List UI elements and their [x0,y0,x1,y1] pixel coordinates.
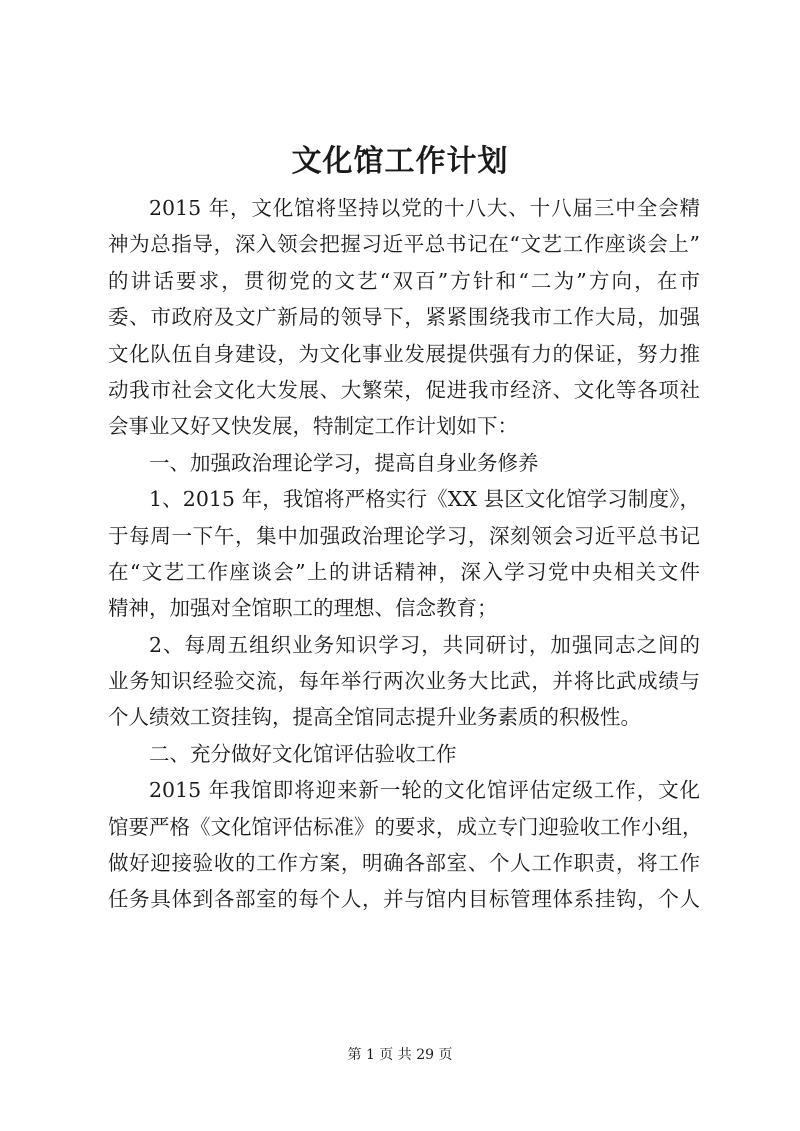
paragraph-line: 文化队伍自身建设，为文化事业发展提供强有力的保证，努力推 [108,341,700,366]
paragraph-line: 2、每周五组织业务知识学习，共同研讨，加强同志之间的 [149,632,700,657]
paragraph-line: 委、市政府及文广新局的领导下，紧紧围绕我市工作大局，加强 [108,305,700,330]
paragraph-line: 精神，加强对全馆职工的理想、信念教育； [108,596,498,621]
paragraph-line: 2015 年，文化馆将坚持以党的十八大、十八届三中全会精 [149,196,700,220]
section-heading: 二、充分做好文化馆评估验收工作 [149,741,457,766]
document-body [108,190,703,918]
paragraph-line: 任务具体到各部室的每个人，并与馆内目标管理体系挂钩，个人 [108,887,700,912]
paragraph-line: 2015 年我馆即将迎来新一轮的文化馆评估定级工作，文化 [149,778,700,803]
paragraph-line: 于每周一下午，集中加强政治理论学习，深刻领会习近平总书记 [108,523,700,548]
paragraph-line: 1、2015 年，我馆将严格实行《XX 县区文化馆学习制度》， [149,487,700,512]
paragraph-line: 业务知识经验交流，每年举行两次业务大比武，并将比武成绩与 [108,669,700,694]
page-number-footer: 第 1 页 共 29 页 [347,1047,453,1063]
paragraph-line: 的讲话要求，贯彻党的文艺“双百”方针和“二为”方向，在市 [108,268,700,293]
paragraph-line: 动我市社会文化大发展、大繁荣，促进我市经济、文化等各项社 [108,377,700,402]
paragraph-line: 馆要严格《文化馆评估标准》的要求，成立专门迎验收工作小组， [108,814,703,839]
document-title: 文化馆工作计划 [291,144,509,179]
paragraph-line: 个人绩效工资挂钩，提高全馆同志提升业务素质的积极性。 [108,705,641,730]
section-heading: 一、加强政治理论学习，提高自身业务修养 [149,450,539,475]
paragraph-line: 神为总指导，深入领会把握习近平总书记在“文艺工作座谈会上” [108,232,700,257]
paragraph-line: 在“文艺工作座谈会”上的讲话精神，深入学习党中央相关文件 [108,559,700,584]
paragraph-line: 做好迎接验收的工作方案，明确各部室、个人工作职责，将工作 [108,851,700,876]
paragraph-line: 会事业又好又快发展，特制定工作计划如下： [108,414,518,439]
